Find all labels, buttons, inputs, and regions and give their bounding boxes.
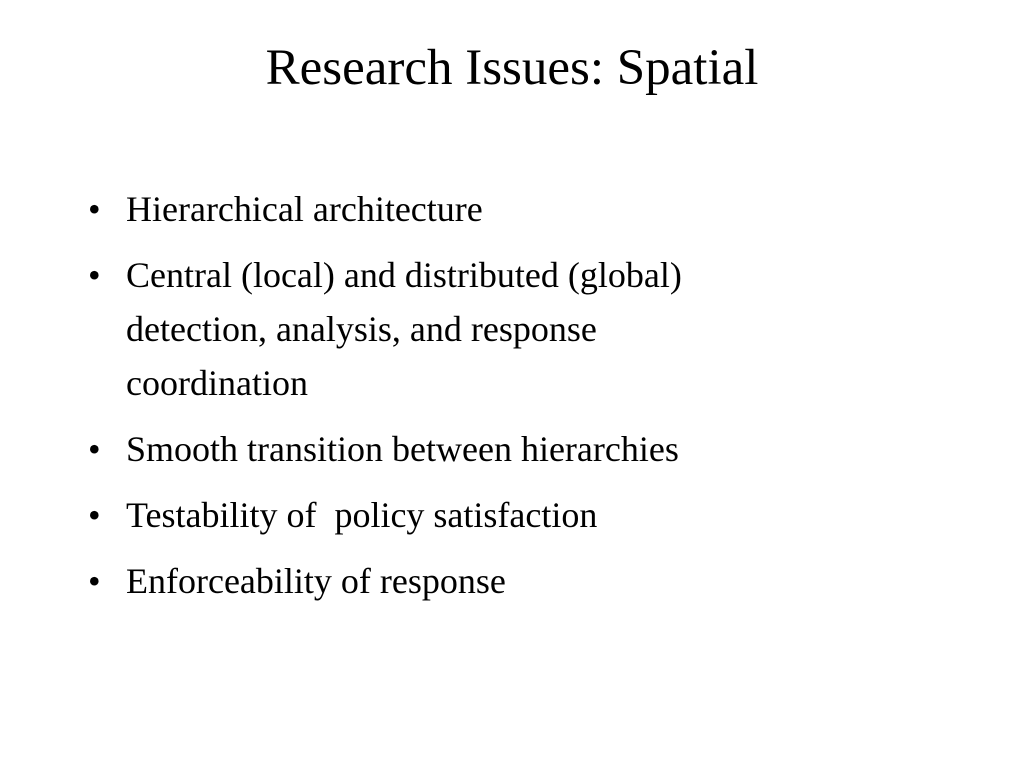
bullet-item: [84, 248, 964, 410]
bullet-dot-icon: •: [88, 255, 101, 295]
bullet-list: [84, 182, 964, 620]
slide-title: Research Issues: Spatial: [265, 40, 759, 96]
bullet-dot-icon: •: [88, 561, 101, 601]
bullet-dot-icon: •: [88, 189, 101, 229]
bullet-item: [84, 488, 964, 542]
bullet-item: [84, 554, 964, 608]
bullet-dot-icon: •: [88, 429, 101, 469]
bullet-text: Hierarchical architecture: [126, 189, 483, 229]
bullet-text: Testability of policy satisfaction: [126, 495, 598, 535]
bullet-text: Enforceability of response: [126, 561, 506, 601]
bullet-dot-icon: •: [88, 495, 101, 535]
bullet-text: Smooth transition between hierarchies: [126, 429, 679, 469]
bullet-item: [84, 422, 964, 476]
bullet-item: [84, 182, 964, 236]
bullet-text: Central (local) and distributed (global) detection, analysis, and response coordination: [126, 255, 682, 403]
